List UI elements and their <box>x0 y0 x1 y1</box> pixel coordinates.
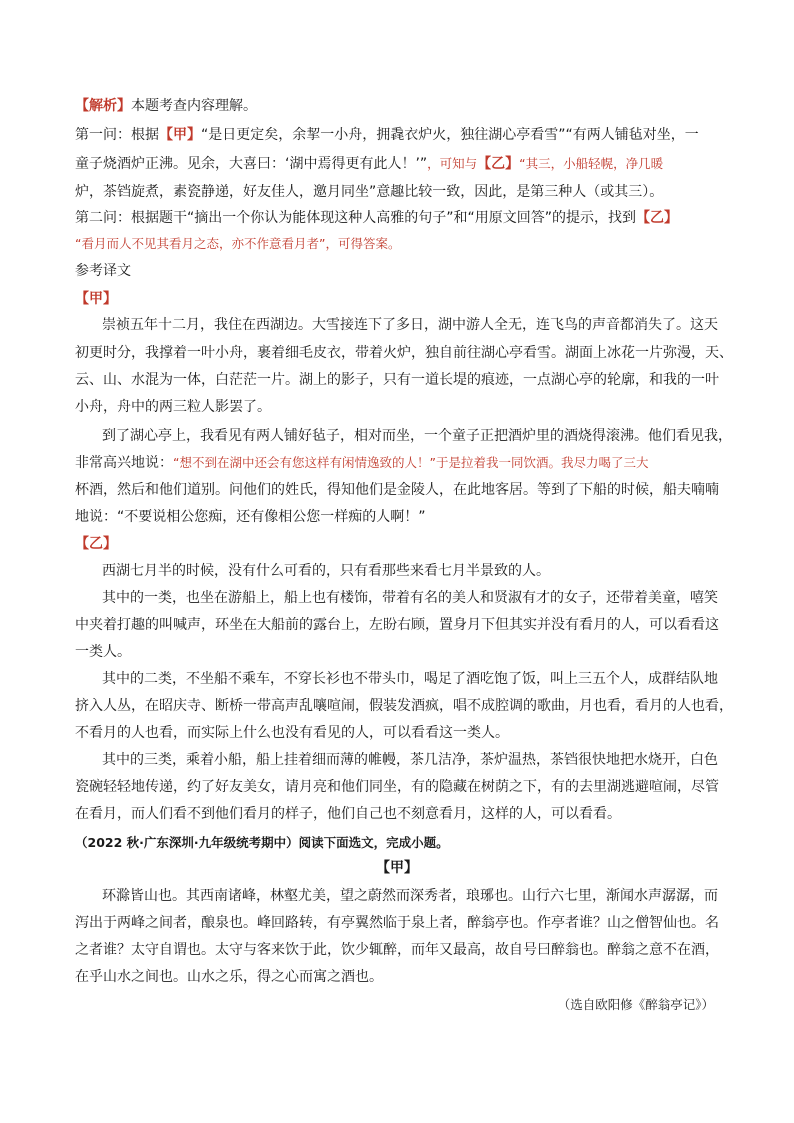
analysis-q2-line2 <box>75 234 400 254</box>
jia-p1-line1: 崇祯五年十二月，我住在西湖边。大雪接连下了多日，湖中游人全无，连飞鸟的声音都消失了。这天 <box>102 317 718 333</box>
jia-p1-line2: 初更时分，我撑着一叶小舟，裹着细毛皮衣，带着火炉，独自前往湖心亭看雪。湖面上冰花一片弥漫，天、 <box>75 345 733 361</box>
q2-yi-label: 【乙】 <box>636 210 679 226</box>
passage-line3: 之者谁？太守自谓也。太守与客来饮于此，饮少辄醉，而年又最高，故自号曰醉翁也。醉翁之意不在酒， <box>75 942 719 958</box>
passage-line2: 泻出于两峰之间者，酿泉也。峰回路转，有亭翼然临于泉上者，醉翁亭也。作亭者谁？山之僧智仙也。名 <box>75 915 719 931</box>
q1-prefix: 第一问：根据 <box>75 127 159 143</box>
q1-line2-c: “其三，小船轻幌，净几暖 <box>519 156 664 171</box>
yi-p2-line2: 中夹着打趣的叫喊声，环坐在大船前的露台上，左盼右顾，置身月下但其实并没有看月的人，可以看看这 <box>75 617 719 633</box>
jia-p1-line4: 小舟，舟中的两三粒人影罢了。 <box>75 399 271 415</box>
yi-p2-line1: 其中的一类，也坐在游船上，船上也有楼饰，带着有名的美人和贤淑有才的女子，还带着美童，嘻笑 <box>102 590 718 606</box>
analysis-intro: 本题考查内容理解。 <box>131 98 257 114</box>
yi-p3-line3: 不看月的人也看，而实际上什么也没有看见的人，可以看看这一类人。 <box>75 725 509 741</box>
jia-p2-line3: 杯酒，然后和他们道别。问他们的姓氏，得知他们是金陵人，在此地客居。等到了下船的时候，船夫喃喃 <box>75 482 719 498</box>
yi-p1: 西湖七月半的时候，没有什么可看的，只有看那些来看七月半景致的人。 <box>102 563 550 579</box>
question-jia-label: 【甲】 <box>376 860 418 876</box>
q1-quote: “是日更定矣，余挈一小舟，拥毳衣炉火，独往湖心亭看雪”“有两人铺毡对坐，一 <box>201 127 699 143</box>
passage-citation: （选自欧阳修《醉翁亭记》） <box>557 997 714 1012</box>
q1-line2-b: ，可知与 <box>427 156 478 171</box>
yi-p3-line2: 挤入人丛，在昭庆寺、断桥一带高声乱嚷喧闹，假装发酒疯，唱不成腔调的歌曲，月也看，看月的人也看， <box>75 698 733 714</box>
translation-jia-label: 【甲】 <box>75 291 117 307</box>
q1-yi-label: 【乙】 <box>477 156 520 172</box>
yi-p3-line1: 其中的二类，不坐船不乘车，不穿长衫也不带头巾，喝足了酒吃饱了饭，叫上三五个人，成群结队地 <box>102 671 718 687</box>
jia-p2-line1: 到了湖心亭上，我看见有两人铺好毡子，相对而坐，一个童子正把酒炉里的酒烧得滚沸。他们看见我， <box>102 428 732 444</box>
passage-line1: 环滁皆山也。其西南诸峰，林壑尤美，望之蔚然而深秀者，琅琊也。山行六七里，渐闻水声潺潺，而 <box>102 888 718 904</box>
analysis-intro-line <box>75 96 257 116</box>
jia-p2-line4: 地说：“不要说相公您痴，还有像相公您一样痴的人啊！” <box>75 509 426 525</box>
analysis-label: 【解析】 <box>75 98 131 114</box>
yi-p4-line1: 其中的三类，乘着小船，船上挂着细而薄的帷幔，茶几洁净，茶炉温热，茶铛很快地把水烧开，白色 <box>102 752 718 768</box>
yi-p4-line2: 瓷碗轻轻地传递，约了好友美女，请月亮和他们同坐，有的隐藏在树荫之下，有的去里湖逃避喧闹，尽管 <box>75 779 719 795</box>
yi-p2-line3: 一类人。 <box>75 644 131 660</box>
q2-end: ，可得答案。 <box>325 236 401 251</box>
jia-p2-line2-a: 非常高兴地说： <box>75 455 173 471</box>
jia-p2-line2 <box>75 453 648 473</box>
q2-line1: 第二问：根据题干“摘出一个你认为能体现这种人高雅的句子”和“用原文回答”的提示，找到 <box>75 210 637 226</box>
yi-p4-line3: 在看月，而人们看不到他们看月的样子，他们自己也不刻意看月，这样的人，可以看看。 <box>75 806 621 822</box>
q1-jia-label: 【甲】 <box>159 127 201 143</box>
jia-p2-line2-red: “想不到在湖中还会有您这样有闲情逸致的人！”于是拉着我一同饮酒。我尽力喝了三大 <box>173 455 649 470</box>
analysis-q2-line1 <box>75 208 678 228</box>
analysis-q1-line3: 炉，茶铛旋煮，素瓷静递，好友佳人，邀月同坐”意趣比较一致，因此，是第三种人（或其三）。 <box>75 184 664 200</box>
q2-quote: “看月而人不见其看月之态，亦不作意看月者” <box>75 236 326 251</box>
translation-heading: 参考译文 <box>75 263 131 279</box>
passage-line4: 在乎山水之间也。山水之乐，得之心而寓之酒也。 <box>75 969 383 985</box>
q1-line2-a: 童子烧酒炉正沸。见余，大喜曰：‘湖中焉得更有此人！’” <box>75 156 428 172</box>
question-source: （2022 秋·广东深圳·九年级统考期中）阅读下面选文，完成小题。 <box>75 835 449 850</box>
translation-yi-label: 【乙】 <box>75 536 117 552</box>
analysis-q1-line2 <box>75 154 663 174</box>
jia-p1-line3: 云、山、水混为一体，白茫茫一片。湖上的影子，只有一道长堤的痕迹，一点湖心亭的轮廓，和我的一叶 <box>75 372 719 388</box>
analysis-q1-line1 <box>75 125 699 145</box>
